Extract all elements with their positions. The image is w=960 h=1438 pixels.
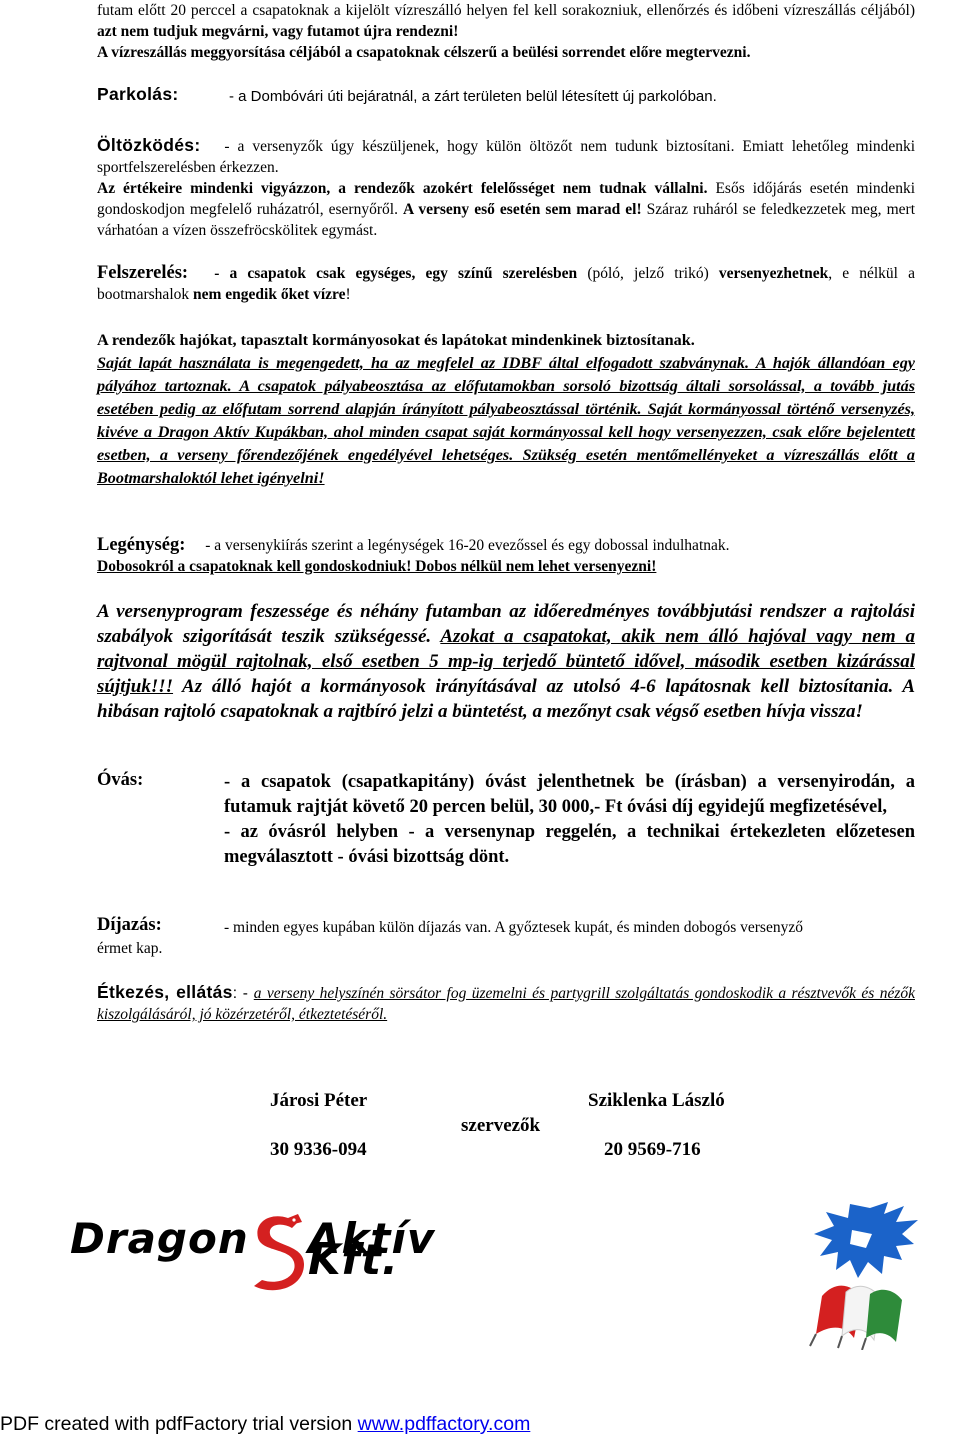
signature-role: szervezők <box>461 1115 541 1136</box>
felszereles-paragraph <box>97 263 915 305</box>
dijazas-text: - minden egyes kupában külön díjazás van. A győztesek kupát, és minden dobogós versenyző <box>224 919 803 936</box>
legenyseg-paragraph <box>97 535 915 577</box>
oltozkodes-heading: Öltözködés: <box>97 135 201 155</box>
footer-link[interactable]: www.pdffactory.com <box>357 1413 531 1435</box>
signature-name-2: Sziklenka László <box>588 1090 725 1111</box>
dijazas-heading: Díjazás: <box>97 915 162 935</box>
signature-phone-1: 30 9336-094 <box>270 1139 367 1160</box>
felszereles-text3: ! <box>345 286 351 303</box>
oltozkodes-text1: - a versenyzők úgy készüljenek, hogy külön öltözőt nem tudunk biztosítani. Emiatt lehetőleg mindenki sportfelszerelésben érkezzen. <box>97 138 916 176</box>
intro-bold-line2: A vízreszállás meggyorsítása céljából a csapatoknak célszerű a beülési sorrendet előre megtervezni. <box>97 44 751 61</box>
legenyseg-bold-underlined: Dobosokról a csapatoknak kell gondoskodniuk! Dobos nélkül nem lehet versenyezni! <box>97 558 657 575</box>
ovas-text2: - az óvásról helyben - a versenynap reggelén, a technikai értekezleten előzetesen megválasztott - óvási bizottság dönt. <box>224 822 915 867</box>
felszereles-text1: (póló, jelző trikó) <box>577 265 719 282</box>
ovas-text1: - a csapatok (csapatkapitány) óvást jelenthetnek be (írásban) a versenyirodán, a futamuk rajtját követő 20 percen belül, 30 000,- Ft óvási díj egyidejű megfizetésével, <box>224 772 915 817</box>
etkezes-colon: : - <box>232 985 254 1002</box>
felszereles-bold2: versenyezhetnek <box>718 265 829 282</box>
legenyseg-heading: Legénység: <box>97 535 186 555</box>
logo-word-aktiv: Aktív Kft. <box>308 1214 436 1284</box>
parkolas-text: - a Dombóvári úti bejáratnál, a zárt területen belül létesített új parkolóban. <box>229 88 717 105</box>
program-part2: Azokat a csapatokat, akik nem álló hajóval vagy nem a rajtvonal mögül rajtolnak, első esetben 5 mp-ig terjedő büntető idővel, második esetben kizárással sújtjuk!!! <box>97 626 915 697</box>
oltozkodes-text2: Esős időjárás esetén mindenki gondoskodjon megfelelő ruházatról, esernyőről. <box>97 180 916 218</box>
oltozkodes-bold2: A verseny eső esetén sem marad el! <box>403 201 642 218</box>
oltozkodes-text3: Száraz ruháról se feledkezzetek meg, mert várhatóan a vízen összefröcskölitek egymást. <box>97 201 916 239</box>
dijazas-text2: érmet kap. <box>97 940 163 957</box>
intro-text: futam előtt 20 perccel a csapatoknak a kijelölt vízreszálló helyen fel kell sorakozniuk, ellenőrzés és időbeni vízreszállás céljából) <box>97 2 915 19</box>
legenyseg-text: - a versenykiírás szerint a legénységek 16-20 evezőssel és egy dobossal indulhatnak. <box>205 537 730 554</box>
etkezes-heading: Étkezés, ellátás <box>97 982 233 1002</box>
felszereles-bold3: nem engedik őket vízre <box>193 286 346 303</box>
dragon-aktiv-logo <box>68 1212 488 1292</box>
logo-word-dragon: Dragon <box>70 1214 249 1263</box>
signature-name-1: Járosi Péter <box>270 1090 368 1111</box>
oltozkodes-bold1: Az értékeire mindenki vigyázzon, a rendezők azokért felelősséget nem tudnak vállalni. <box>97 180 708 197</box>
footer-text: PDF created with pdfFactory trial version <box>0 1413 358 1435</box>
felszereles-text2: , e nélkül a bootmarshalok <box>97 265 915 303</box>
intro-bold: azt nem tudjuk megvárni, vagy futamot újra rendezni! <box>97 23 459 40</box>
dragon-icon <box>240 1212 312 1292</box>
program-paragraph <box>97 599 915 724</box>
hajok-bold: A rendezők hajókat, tapasztalt kormányosokat és lapátokat mindenkinek biztosítanak. <box>97 331 695 349</box>
ovas-body <box>224 770 915 870</box>
hajok-italic-underlined: Saját lapát használata is megengedett, ha az megfelel az IDBF által elfogadott szabványnak. A hajók állandóan egy pályához tartoznak. A csapatok pályabeosztása az előfutamokban sorsoló bizottság általi sorsolással, a tovább jutás esetében pedig az előfutam sorrend alapján írányított pályabeosztással történik. Saját kormányossal történő versenyzés, kivéve a Dragon Aktív Kupákban, ahol minden csapat saját kormányossal kell hogy versenyezzen, csak előre bejelentett esetben, a verseny főrendezőjének engedélyével lehetséges. Szükség esetén mentőmellényeket a vízreszállás előtt a Bootmarshaloktól lehet igényelni! <box>97 354 915 487</box>
program-part1: A versenyprogram feszessége és néhány futamban az időeredményes továbbjutási rendszer a rajtolási szabályok szigorítását teszik szükségessé. <box>97 601 915 647</box>
felszereles-bold1: - a csapatok csak egységes, egy színű szerelésben <box>214 265 578 282</box>
etkezes-paragraph <box>97 982 915 1025</box>
oltozkodes-paragraph <box>97 135 915 241</box>
hajok-paragraph <box>97 329 915 490</box>
etkezes-text: a verseny helyszínén sörsátor fog üzemelni és partygrill szolgáltatás gondoskodik a résztvevők és nézők kiszolgálásáról, jó közérzetéről, étkeztetéséről. <box>97 985 915 1023</box>
program-part3: Az álló hajót a kormányosok irányításával az utolsó 4-6 lapátosnak kell biztosítania. A hibásan rajtoló csapatoknak a rajtbíró jelzi a büntetést, a mezőnyt csak végső esetben hívja vissza! <box>97 676 915 722</box>
signature-phone-2: 20 9569-716 <box>604 1139 701 1160</box>
ovas-heading: Óvás: <box>97 770 144 790</box>
felszereles-heading: Felszerelés: <box>97 263 189 283</box>
dragon-flag-emblem-icon <box>792 1200 922 1350</box>
pdf-footer <box>0 1411 960 1438</box>
intro-paragraph <box>97 0 915 63</box>
parkolas-heading: Parkolás: <box>97 84 179 104</box>
